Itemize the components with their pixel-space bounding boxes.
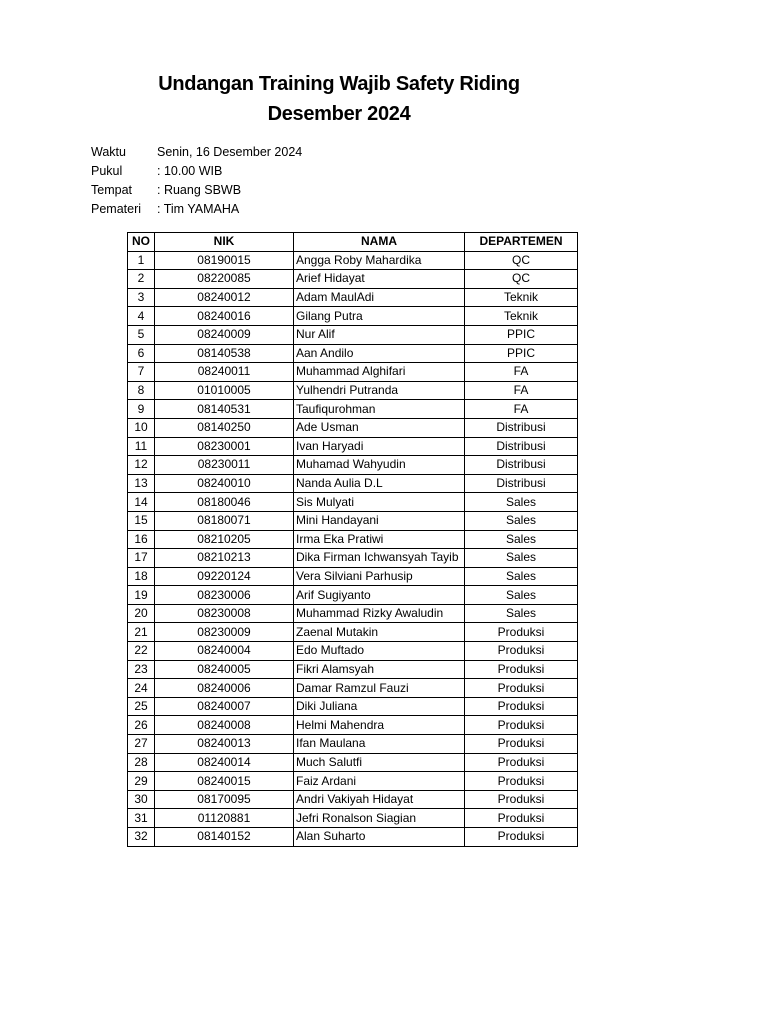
document-title: Undangan Training Wajib Safety Riding [158, 73, 520, 95]
cell-departemen: FA [465, 400, 578, 419]
cell-nik: 08210213 [155, 549, 294, 568]
cell-nama: Muhammad Rizky Awaludin [294, 604, 465, 623]
cell-no: 31 [128, 809, 155, 828]
cell-no: 27 [128, 735, 155, 754]
cell-nama: Nanda Aulia D.L [294, 474, 465, 493]
table-row [128, 735, 578, 754]
cell-nama: Aan Andilo [294, 344, 465, 363]
cell-nik: 08180046 [155, 493, 294, 512]
cell-no: 32 [128, 828, 155, 847]
cell-no: 9 [128, 400, 155, 419]
info-label: Pemateri [91, 202, 142, 216]
column-header-nama: NAMA [294, 233, 465, 252]
cell-nik: 08240016 [155, 307, 294, 326]
cell-nama: Edo Muftado [294, 642, 465, 661]
cell-no: 6 [128, 344, 155, 363]
cell-nik: 09220124 [155, 567, 294, 586]
table-row [128, 567, 578, 586]
info-label: Pukul [91, 164, 123, 178]
cell-nik: 08230009 [155, 623, 294, 642]
cell-nik: 08240011 [155, 363, 294, 382]
document-subtitle: Desember 2024 [267, 103, 411, 125]
cell-no: 23 [128, 660, 155, 679]
cell-departemen: Distribusi [465, 456, 578, 475]
cell-no: 5 [128, 325, 155, 344]
cell-no: 16 [128, 530, 155, 549]
cell-nama: Ade Usman [294, 418, 465, 437]
column-header-nik: NIK [155, 233, 294, 252]
table-row [128, 288, 578, 307]
cell-nik: 08230006 [155, 586, 294, 605]
cell-nama: Alan Suharto [294, 828, 465, 847]
table-row [128, 530, 578, 549]
cell-nik: 08240004 [155, 642, 294, 661]
cell-nama: Muhammad Alghifari [294, 363, 465, 382]
info-row-tempat [91, 181, 302, 200]
table-row [128, 325, 578, 344]
info-value: : Ruang SBWB [157, 183, 242, 197]
cell-nik: 08230011 [155, 456, 294, 475]
table-row [128, 679, 578, 698]
cell-no: 15 [128, 511, 155, 530]
table-row [128, 586, 578, 605]
cell-nama: Angga Roby Mahardika [294, 251, 465, 270]
table-header-row [128, 233, 578, 252]
table-row [128, 437, 578, 456]
cell-no: 8 [128, 381, 155, 400]
cell-nama: Mini Handayani [294, 511, 465, 530]
cell-nama: Diki Juliana [294, 697, 465, 716]
cell-no: 4 [128, 307, 155, 326]
table-row [128, 456, 578, 475]
cell-nama: Andri Vakiyah Hidayat [294, 790, 465, 809]
cell-departemen: Sales [465, 549, 578, 568]
cell-nik: 08240006 [155, 679, 294, 698]
info-row-pukul [91, 162, 302, 181]
event-info [91, 143, 302, 219]
table-row [128, 363, 578, 382]
cell-no: 19 [128, 586, 155, 605]
cell-no: 17 [128, 549, 155, 568]
cell-nik: 08240010 [155, 474, 294, 493]
cell-nama: Irma Eka Pratiwi [294, 530, 465, 549]
table-row [128, 381, 578, 400]
cell-no: 29 [128, 772, 155, 791]
cell-nik: 08220085 [155, 270, 294, 289]
table-row [128, 270, 578, 289]
cell-nik: 08240009 [155, 325, 294, 344]
cell-departemen: Produksi [465, 772, 578, 791]
cell-departemen: Distribusi [465, 437, 578, 456]
cell-nama: Sis Mulyati [294, 493, 465, 512]
cell-no: 30 [128, 790, 155, 809]
table-row [128, 828, 578, 847]
table-row [128, 604, 578, 623]
table-row [128, 623, 578, 642]
cell-nik: 08240015 [155, 772, 294, 791]
cell-nik: 08240013 [155, 735, 294, 754]
cell-departemen: Sales [465, 511, 578, 530]
cell-departemen: Produksi [465, 735, 578, 754]
table-row [128, 772, 578, 791]
table-row [128, 809, 578, 828]
info-label: Waktu [91, 145, 126, 159]
cell-departemen: Produksi [465, 828, 578, 847]
cell-no: 2 [128, 270, 155, 289]
cell-nik: 08240005 [155, 660, 294, 679]
cell-nik: 08140538 [155, 344, 294, 363]
cell-nik: 08230008 [155, 604, 294, 623]
cell-departemen: Sales [465, 493, 578, 512]
cell-nama: Muhamad Wahyudin [294, 456, 465, 475]
table-row [128, 344, 578, 363]
attendee-table [127, 232, 578, 847]
cell-no: 3 [128, 288, 155, 307]
cell-no: 22 [128, 642, 155, 661]
info-label: Tempat [91, 183, 132, 197]
info-value: : 10.00 WIB [157, 164, 223, 178]
cell-nik: 08240014 [155, 753, 294, 772]
table-row [128, 697, 578, 716]
cell-departemen: Produksi [465, 623, 578, 642]
cell-nama: Ifan Maulana [294, 735, 465, 754]
cell-departemen: Sales [465, 586, 578, 605]
cell-nama: Ivan Haryadi [294, 437, 465, 456]
table-row [128, 474, 578, 493]
cell-nik: 08170095 [155, 790, 294, 809]
cell-departemen: Distribusi [465, 418, 578, 437]
cell-nama: Adam MaulAdi [294, 288, 465, 307]
cell-no: 25 [128, 697, 155, 716]
cell-no: 10 [128, 418, 155, 437]
cell-no: 18 [128, 567, 155, 586]
info-row-pemateri [91, 200, 302, 219]
cell-nik: 08230001 [155, 437, 294, 456]
cell-departemen: Produksi [465, 753, 578, 772]
table-body [128, 251, 578, 846]
cell-nik: 08190015 [155, 251, 294, 270]
cell-nik: 08180071 [155, 511, 294, 530]
cell-departemen: Produksi [465, 790, 578, 809]
cell-no: 24 [128, 679, 155, 698]
cell-nama: Taufiqurohman [294, 400, 465, 419]
cell-departemen: Sales [465, 567, 578, 586]
table-row [128, 753, 578, 772]
cell-departemen: Teknik [465, 288, 578, 307]
cell-departemen: Produksi [465, 697, 578, 716]
table-row [128, 660, 578, 679]
table-row [128, 549, 578, 568]
cell-no: 28 [128, 753, 155, 772]
cell-departemen: FA [465, 381, 578, 400]
cell-nik: 08210205 [155, 530, 294, 549]
cell-nik: 08140531 [155, 400, 294, 419]
cell-no: 20 [128, 604, 155, 623]
cell-nama: Gilang Putra [294, 307, 465, 326]
table-row [128, 642, 578, 661]
cell-no: 26 [128, 716, 155, 735]
cell-nik: 08240008 [155, 716, 294, 735]
cell-nama: Vera Silviani Parhusip [294, 567, 465, 586]
cell-no: 14 [128, 493, 155, 512]
table-row [128, 400, 578, 419]
cell-departemen: PPIC [465, 344, 578, 363]
cell-departemen: Teknik [465, 307, 578, 326]
cell-nik: 08140250 [155, 418, 294, 437]
info-value: : Tim YAMAHA [157, 202, 240, 216]
cell-nik: 01120881 [155, 809, 294, 828]
cell-nama: Arief Hidayat [294, 270, 465, 289]
cell-departemen: QC [465, 251, 578, 270]
cell-no: 21 [128, 623, 155, 642]
cell-nik: 01010005 [155, 381, 294, 400]
cell-nama: Zaenal Mutakin [294, 623, 465, 642]
cell-nama: Nur Alif [294, 325, 465, 344]
table-row [128, 418, 578, 437]
cell-no: 12 [128, 456, 155, 475]
cell-nama: Dika Firman Ichwansyah Tayib [294, 549, 465, 568]
table-row [128, 493, 578, 512]
cell-nama: Yulhendri Putranda [294, 381, 465, 400]
cell-no: 7 [128, 363, 155, 382]
info-row-waktu [91, 143, 302, 162]
cell-departemen: Produksi [465, 642, 578, 661]
cell-departemen: Sales [465, 604, 578, 623]
column-header-departemen: DEPARTEMEN [465, 233, 578, 252]
cell-nama: Faiz Ardani [294, 772, 465, 791]
info-value: Senin, 16 Desember 2024 [157, 145, 303, 159]
cell-nama: Helmi Mahendra [294, 716, 465, 735]
cell-nama: Fikri Alamsyah [294, 660, 465, 679]
cell-nama: Damar Ramzul Fauzi [294, 679, 465, 698]
cell-nik: 08240012 [155, 288, 294, 307]
table-row [128, 790, 578, 809]
cell-nama: Much Salutfi [294, 753, 465, 772]
cell-departemen: Sales [465, 530, 578, 549]
cell-departemen: Produksi [465, 679, 578, 698]
cell-nama: Arif Sugiyanto [294, 586, 465, 605]
cell-no: 11 [128, 437, 155, 456]
table-row [128, 251, 578, 270]
cell-departemen: QC [465, 270, 578, 289]
cell-departemen: Produksi [465, 660, 578, 679]
cell-departemen: Distribusi [465, 474, 578, 493]
cell-no: 1 [128, 251, 155, 270]
cell-departemen: FA [465, 363, 578, 382]
cell-no: 13 [128, 474, 155, 493]
cell-nik: 08240007 [155, 697, 294, 716]
cell-departemen: PPIC [465, 325, 578, 344]
table-row [128, 307, 578, 326]
cell-departemen: Produksi [465, 809, 578, 828]
column-header-no: NO [128, 233, 155, 252]
table-row [128, 511, 578, 530]
cell-nama: Jefri Ronalson Siagian [294, 809, 465, 828]
cell-nik: 08140152 [155, 828, 294, 847]
table-row [128, 716, 578, 735]
cell-departemen: Produksi [465, 716, 578, 735]
